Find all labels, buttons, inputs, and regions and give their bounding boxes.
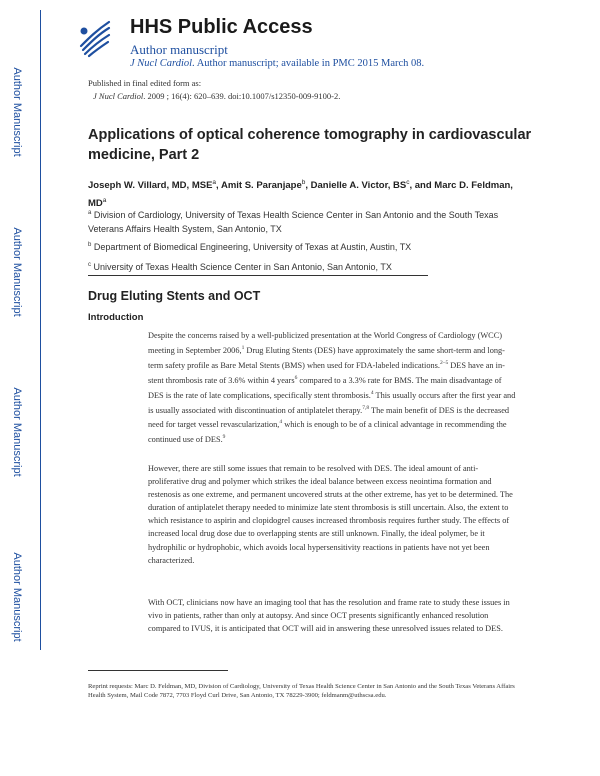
reference-mark: 4 xyxy=(370,389,374,396)
sidebar-label-2: Author Manuscript xyxy=(11,227,23,317)
reprint-footnote: Reprint requests: Marc D. Feldman, MD, Division of Cardiology, University of Texas Health Science Center in San Antonio and the South Texas Veterans Affairs Health System, Mail Code 7872, 7703 Floyd Curl Drive, San Antonio, TX 78229-3900; feldmanm@uthscsa.edu. xyxy=(88,683,515,700)
author-manuscript-label: Author manuscript xyxy=(130,42,228,57)
sidebar-label-3: Author Manuscript xyxy=(11,387,23,477)
author-name: Joseph W. Villard, MD, MSE xyxy=(88,180,213,192)
p1-text: Drug Eluting Stents (DES) have approximately the same short-term and long-term safety profile as Bare Metal Stents (BMS) when used for FDA-labeled indications. xyxy=(148,345,505,370)
p1-text: compared to a 3.3% rate for BMS. The main disadvantage of DES is the rate of late complications, specifically stent thrombosis. xyxy=(148,375,502,400)
reference-mark: 6 xyxy=(294,374,298,381)
p1-text: Despite the concerns raised by a well-publicized presentation at the World Congress of Cardiology (WCC) meeting in September 2006, xyxy=(148,331,503,355)
intro-paragraph-2: However, there are still some issues that remain to be resolved with DES. The ideal amount of anti-proliferative drug and polymer which strikes the ideal balance between excess neointima formation and restenosis as one extreme, and permanent uncovered struts at the other extreme, has yet to be determined. The duration of antiplatelet therapy needed to minimize late stent thrombosis is still uncertain. Also, the extent to which resistance to aspirin and clopidogrel causes increased thrombosis requires further study. The effects of increased local drug dose due to overlapping stents are still unknown. Finally, the ideal polymer, be it hydrophilic or hydrophobic, which avoids local hypersensitivity reactions in patients have not yet been characterized. xyxy=(148,464,513,565)
sidebar-label-1: Author Manuscript xyxy=(11,67,23,157)
intro-paragraph-1 xyxy=(148,329,518,446)
citation-text: . 2009 ; 16(4): 620–639. doi:10.1007/s12350-009-9100-2. xyxy=(143,91,341,101)
affiliation-c xyxy=(88,258,528,274)
affiliation-text: University of Texas Health Science Center in San Antonio, San Antonio, TX xyxy=(93,262,392,272)
hhs-eagle-logo-icon xyxy=(75,16,115,58)
author-name: Danielle A. Victor, BS xyxy=(310,180,407,192)
author-affiliation-mark: a xyxy=(102,197,107,205)
hhs-public-access-title: HHS Public Access xyxy=(130,16,313,38)
affiliation-mark: b xyxy=(88,242,92,248)
subsection-heading: Introduction xyxy=(88,312,144,323)
p1-text: DES have an in-stent thrombosis rate of 3.6% within 4 years xyxy=(148,360,505,385)
affiliation-a xyxy=(88,206,528,236)
reference-mark: 1 xyxy=(241,345,245,352)
reference-mark: 9 xyxy=(222,434,226,441)
author-affiliation-mark: b xyxy=(301,179,306,186)
section-heading: Drug Eluting Stents and OCT xyxy=(88,289,261,303)
author-affiliation-mark: a xyxy=(212,179,217,186)
citation-line xyxy=(93,91,340,101)
journal-name: J Nucl Cardiol xyxy=(130,58,193,69)
sidebar-label-4: Author Manuscript xyxy=(11,552,23,642)
availability-text: . Author manuscript; available in PMC 2015 March 08. xyxy=(192,58,425,69)
affiliation-b xyxy=(88,238,528,254)
p1-text: The main benefit of DES is the decreased need for target vessel revascularization, xyxy=(148,405,510,430)
reference-mark: 2–5 xyxy=(439,359,449,366)
author-separator: , xyxy=(305,180,311,192)
reference-mark: 4 xyxy=(279,419,283,426)
author-name: Amit S. Paranjape xyxy=(220,180,302,192)
author-separator: , xyxy=(216,180,221,192)
published-label: Published in final edited form as: xyxy=(88,78,202,88)
affiliation-text: Division of Cardiology, University of Texas Health Science Center in San Antonio and the South Texas Veterans Affairs Health System, San Antonio, TX xyxy=(88,210,499,234)
affiliation-mark: c xyxy=(88,262,91,268)
affiliation-divider xyxy=(88,275,428,276)
reference-mark: 7,8 xyxy=(362,404,370,411)
p1-text: This usually occurs after the first year and is usually associated with discontinuation of antiplatelet therapy. xyxy=(148,390,516,415)
article-title: Applications of optical coherence tomography in cardiovascular medicine, Part 2 xyxy=(88,127,532,163)
p1-text: which is enough to be of a clinical advantage in recommending the continued use of DES. xyxy=(148,420,507,445)
intro-paragraph-3: With OCT, clinicians now have an imaging tool that has the resolution and frame rate to study these issues in vivo in patients, rather than only at autopsy. And since OCT presents significantly enhanced resolution compared to IVUS, it is anticipated that OCT will aid in answering these unresolved issues related to DES. xyxy=(148,598,510,634)
citation-journal: J Nucl Cardiol xyxy=(93,91,144,101)
author-manuscript-sidebar xyxy=(0,0,40,776)
author-name: Marc D. Feldman, MD xyxy=(88,180,513,210)
availability-line xyxy=(130,58,424,69)
affiliation-text: Department of Biomedical Engineering, University of Texas at Austin, Austin, TX xyxy=(93,242,412,252)
sidebar-divider xyxy=(40,10,41,650)
author-affiliation-mark: c xyxy=(406,179,410,186)
affiliation-mark: a xyxy=(88,210,92,216)
author-separator: , and xyxy=(409,180,435,192)
footnote-divider xyxy=(88,670,228,671)
